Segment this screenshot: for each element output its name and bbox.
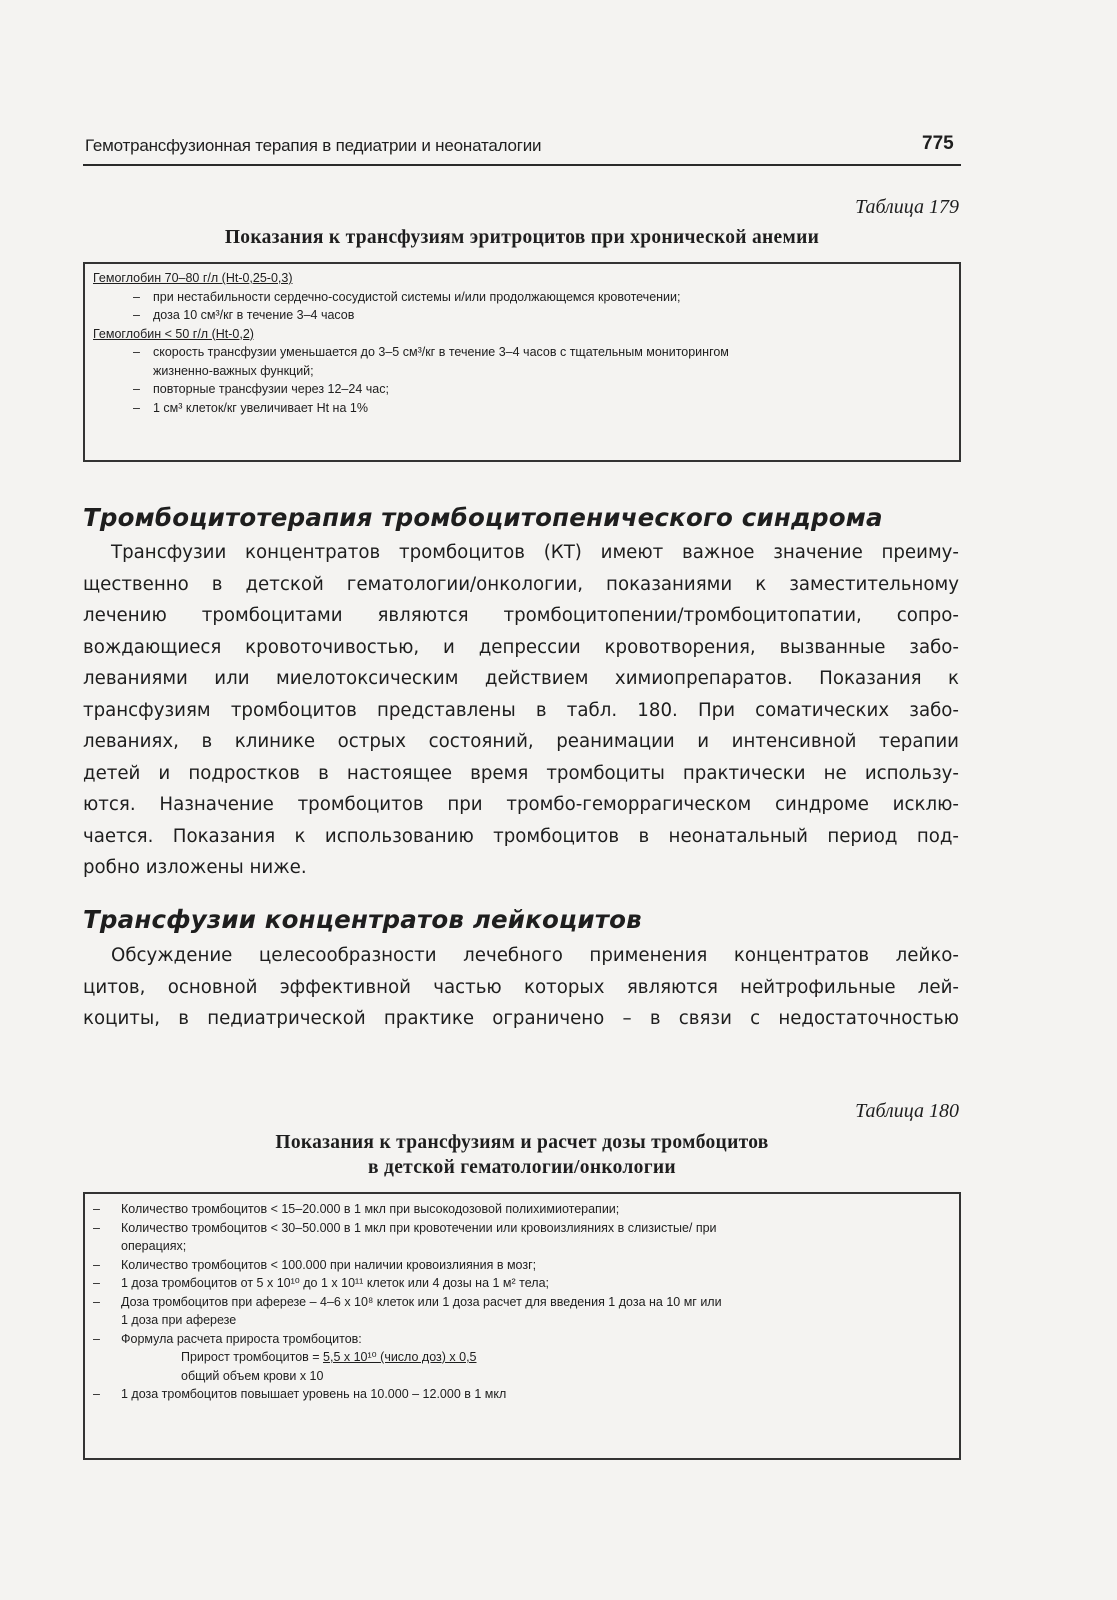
- dash-bullet: –: [93, 1331, 100, 1346]
- paragraph-line: леваниях, в клинике острых состояний, реанимации и интенсивной терапии: [83, 731, 959, 752]
- dash-bullet: –: [133, 400, 140, 415]
- table-180-item-continuation: операциях;: [121, 1239, 187, 1253]
- dash-bullet: –: [133, 345, 140, 359]
- table-180-item: – Количество тромбоцитов < 15–20.000 в 1 мкл при высокодозовой полихимиотерапии;: [93, 1200, 951, 1219]
- table-180-title: [83, 1130, 961, 1180]
- section-1-paragraph: [83, 537, 959, 884]
- dash-bullet: –: [93, 1220, 100, 1235]
- table-179-item: – повторные трансфузии через 12–24 час;: [93, 380, 951, 399]
- dash-bullet: –: [93, 1387, 100, 1401]
- page-number: 775: [922, 133, 954, 154]
- formula-numerator: 5,5 x 10¹⁰ (число доз) x 0,5: [323, 1350, 477, 1364]
- table-180-title-line: Показания к трансфузиям и расчет дозы тромбоцитов: [275, 1132, 769, 1153]
- table-180-box: [83, 1192, 961, 1460]
- header-divider: [83, 164, 961, 166]
- table-179-heading-1: Гемоглобин 70–80 г/л (Ht-0,25-0,3): [93, 271, 293, 285]
- formula-denominator: общий объем крови x 10: [181, 1368, 324, 1383]
- paragraph-line: Трансфузии концентратов тромбоцитов (КТ) имеют важное значение преиму-: [111, 542, 959, 563]
- table-179-item: – 1 см³ клеток/кг увеличивает Ht на 1%: [93, 399, 951, 418]
- table-179-item: – скорость трансфузии уменьшается до 3–5 см³/кг в течение 3–4 часов с тщательным мониторингом: [93, 343, 951, 362]
- paragraph-line: чается. Показания к использованию тромбоцитов в неонатальный период под-: [83, 825, 959, 847]
- dash-bullet: –: [93, 1294, 100, 1309]
- dash-bullet: –: [133, 382, 140, 396]
- table-180-item-continuation: 1 доза при аферезе: [121, 1313, 237, 1327]
- table-179-item: – при нестабильности сердечно-сосудистой системы и/или продолжающемся кровотечении;: [93, 288, 951, 307]
- table-179-heading-2: Гемоглобин < 50 г/л (Ht-0,2): [93, 326, 254, 341]
- table-180-item: – Количество тромбоцитов < 100.000 при наличии кровоизлияния в мозг;: [93, 1256, 951, 1275]
- paragraph-line: коциты, в педиатрической практике ограничено – в связи с недостаточностью: [83, 1008, 959, 1029]
- table-179-title: Показания к трансфузиям эритроцитов при хронической анемии: [224, 227, 820, 248]
- dash-bullet: –: [93, 1202, 100, 1216]
- table-180-item: – Формула расчета прироста тромбоцитов:: [93, 1330, 951, 1349]
- paragraph-line: детей и подростков в настоящее время тромбоциты практически не использу-: [83, 762, 959, 784]
- paragraph-line: щественно в детской гематологии/онкологии, показаниями к заместительному: [83, 573, 959, 595]
- table-179-item: – доза 10 см³/кг в течение 3–4 часов: [93, 306, 951, 325]
- running-title: Гемотрансфузионная терапия в педиатрии и неонаталогии: [85, 136, 542, 155]
- dash-bullet: –: [133, 289, 140, 304]
- formula-numerator-line: [93, 1348, 951, 1367]
- table-179-box: [83, 262, 961, 462]
- paragraph-line: цитов, основной эффективной частью которых являются нейтрофильные лей-: [83, 976, 959, 998]
- paragraph-line: вождающиеся кровоточивостью, и депрессии кровотворения, вызванные забо-: [83, 636, 959, 658]
- formula-prefix: Прирост тромбоцитов =: [181, 1350, 324, 1364]
- table-179-item-continuation: жизненно-важных функций;: [153, 363, 314, 378]
- table-180-item: – 1 доза тромбоцитов от 5 x 10¹⁰ до 1 x 10¹¹ клеток или 4 дозы на 1 м² тела;: [93, 1274, 951, 1293]
- paragraph-line: Обсуждение целесообразности лечебного применения концентратов лейко-: [111, 945, 959, 966]
- table-180-title-line: в детской гематологии/онкологии: [368, 1157, 676, 1178]
- section-2-paragraph: [83, 940, 959, 1035]
- dash-bullet: –: [93, 1257, 100, 1272]
- paragraph-line: робно изложены ниже.: [83, 857, 307, 878]
- section-heading-leukocyte-transfusion: Трансфузии концентратов лейкоцитов: [83, 905, 642, 934]
- table-180-item: – Доза тромбоцитов при аферезе – 4–6 x 10⁸ клеток или 1 доза расчет для введения 1 доза на 10 мг или: [93, 1293, 951, 1312]
- dash-bullet: –: [133, 308, 140, 322]
- paragraph-line: леваниями или миелотоксическим действием химиопрепаратов. Показания к: [83, 668, 959, 689]
- table-180-label: Таблица 180: [855, 1100, 959, 1122]
- section-heading-thrombocyte-therapy: Тромбоцитотерапия тромбоцитопенического синдрома: [83, 503, 883, 532]
- dash-bullet: –: [93, 1276, 100, 1290]
- table-180-item: – Количество тромбоцитов < 30–50.000 в 1 мкл при кровотечении или кровоизлияниях в слизистые/ при: [93, 1219, 951, 1238]
- paragraph-line: лечению тромбоцитами являются тромбоцитопении/тромбоцитопатии, сопро-: [83, 605, 959, 626]
- paragraph-line: ются. Назначение тромбоцитов при тромбо-геморрагическом синдроме исклю-: [83, 794, 959, 815]
- paragraph-line: трансфузиям тромбоцитов представлены в табл. 180. При соматических забо-: [83, 699, 959, 721]
- table-179-label: Таблица 179: [855, 196, 959, 218]
- table-180-item: – 1 доза тромбоцитов повышает уровень на 10.000 – 12.000 в 1 мкл: [93, 1385, 951, 1404]
